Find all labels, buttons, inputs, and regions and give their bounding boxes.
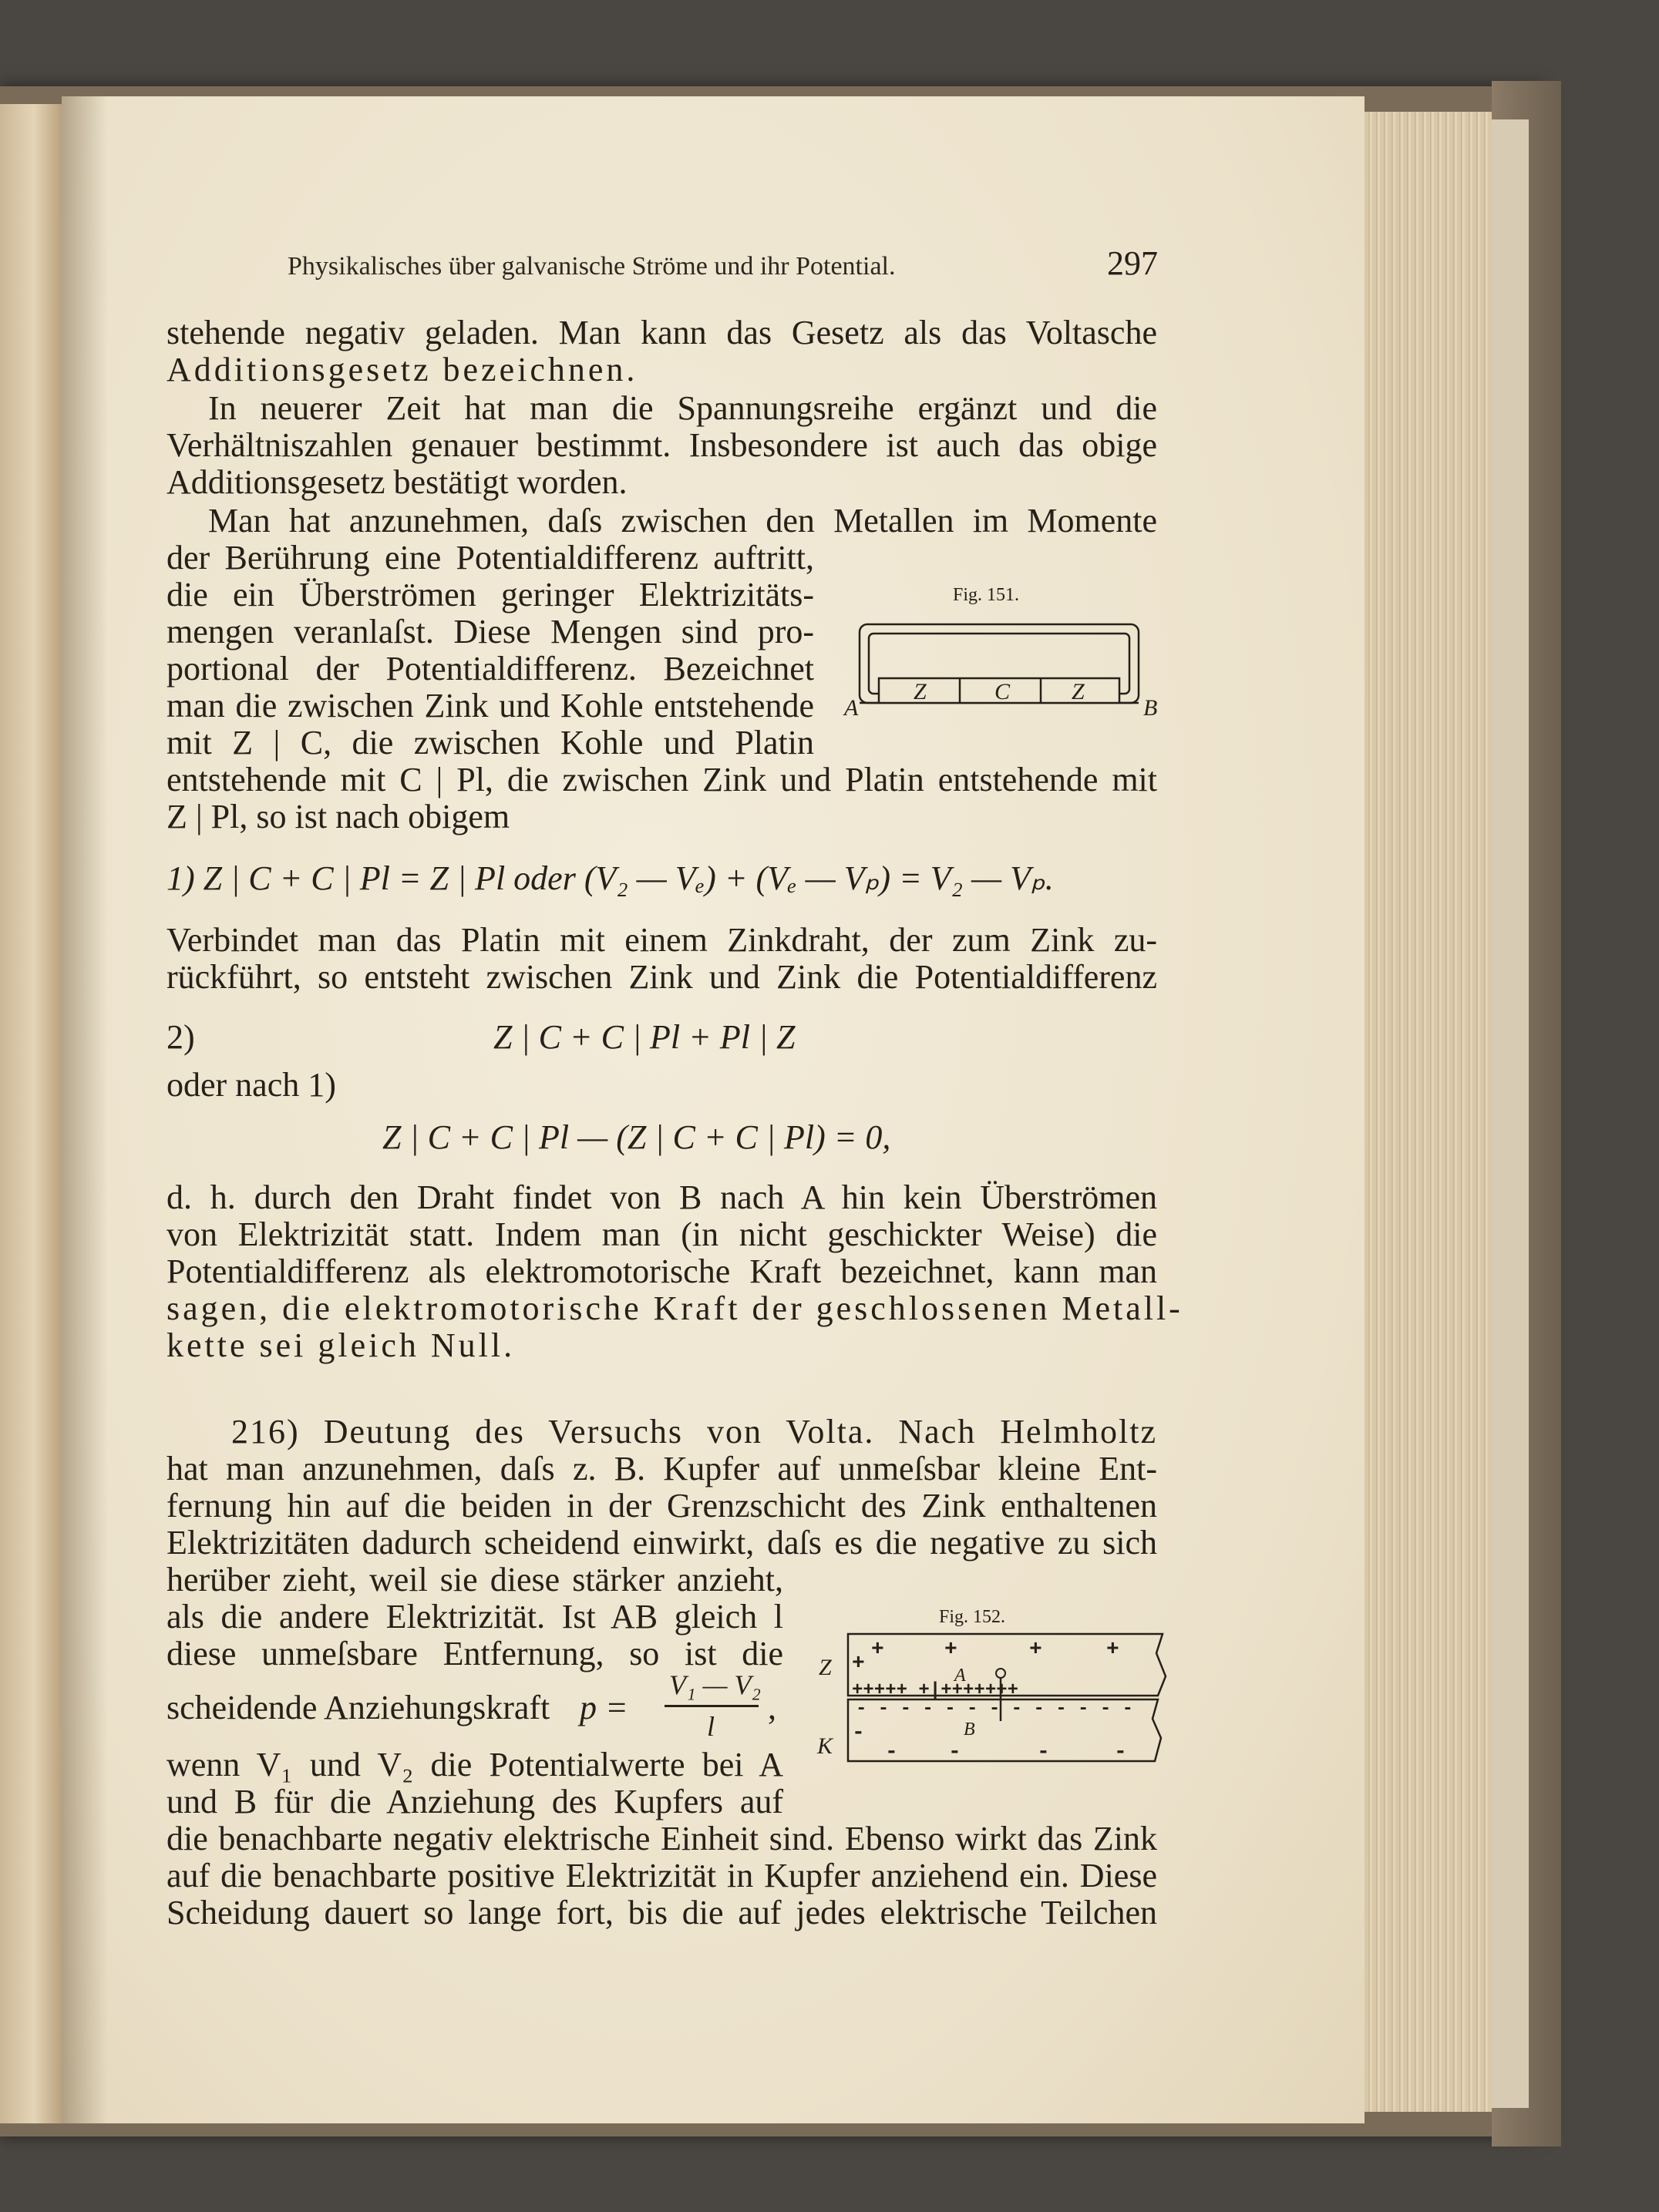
- text-line: portional der Potentialdifferenz. Bezeichnet: [167, 650, 814, 687]
- minus-sign: -: [852, 1721, 865, 1745]
- point-b-label: B: [964, 1720, 975, 1740]
- plus-sign: +: [871, 1638, 884, 1662]
- figure-152-diagram: [809, 1622, 1172, 1777]
- text-line: Verbindet man das Platin mit einem Zinkdraht, der zum Zink zu-: [167, 921, 1157, 959]
- text-line: die benachbarte negativ elektrische Einheit sind. Ebenso wirkt das Zink: [167, 1820, 1157, 1857]
- boundary-minus-charges: - - - - - - - - - - - - -: [856, 1699, 1134, 1720]
- gutter-shadow: [62, 96, 108, 2123]
- previous-page-edge: [0, 104, 62, 2123]
- text-line: Z | Pl, so ist nach obigem: [167, 798, 510, 835]
- text-line: diese unmeſsbare Entfernung, so ist die: [167, 1635, 783, 1672]
- text-line: auf die benachbarte positive Elektrizität in Kupfer anziehend ein. Diese: [167, 1857, 1157, 1894]
- plus-sign: +: [1029, 1638, 1042, 1662]
- cover-inner-strip: [1492, 119, 1529, 2108]
- zinc-label: Z: [819, 1655, 832, 1680]
- text-line: Scheidung dauert so lange fort, bis die auf jedes elektrische Teilchen: [167, 1894, 1157, 1931]
- text-line: kette sei gleich Null.: [167, 1326, 516, 1364]
- formula-lhs: p =: [580, 1689, 628, 1726]
- text-line: wenn V₁ und V₂ die Potentialwerte bei A: [167, 1746, 783, 1783]
- page-number: 297: [1107, 244, 1158, 282]
- text-line: d. h. durch den Draht findet von B nach A hin kein Überströmen: [167, 1178, 1157, 1216]
- page-stack-edge: [1365, 112, 1492, 2112]
- text-line: entstehende mit C | Pl, die zwischen Zink und Platin entstehende mit: [167, 761, 1157, 798]
- cell-label: Z: [914, 679, 927, 704]
- terminal-label: A: [844, 695, 859, 717]
- formula-comma: ,: [768, 1689, 776, 1726]
- plus-sign: +: [944, 1638, 957, 1662]
- text-line: Additionsgesetz bezeichnen.: [167, 351, 638, 388]
- minus-sign: -: [885, 1740, 898, 1764]
- cell-label: Z: [1072, 679, 1085, 704]
- text-line: scheidende Anziehungskraft: [167, 1689, 550, 1726]
- text-line: Elektrizitäten dadurch scheidend einwirkt, daſs es die negative zu sich: [167, 1524, 1157, 1562]
- text-line: stehende negativ geladen. Man kann das Gesetz als das Voltasche: [167, 314, 1157, 351]
- terminal-label: B: [1143, 695, 1158, 717]
- text-line: oder nach 1): [167, 1066, 336, 1104]
- copper-label: K: [817, 1733, 833, 1759]
- boundary-plus-charges: +++++ +|+++++++: [852, 1680, 1019, 1701]
- point-a: [996, 1669, 1005, 1678]
- text-line: sagen, die elektromotorische Kraft der geschlossenen Metall-: [167, 1289, 1183, 1327]
- text-line: herüber zieht, weil sie diese stärker anzieht,: [167, 1561, 783, 1598]
- text-line: fernung hin auf die beiden in der Grenzschicht des Zink enthaltenen: [167, 1487, 1157, 1525]
- equation-2: Z | C + C | Pl + Pl | Z: [493, 1018, 796, 1056]
- equation-2-number: 2): [167, 1018, 195, 1056]
- text-line: mengen veranlaſst. Diese Mengen sind pro-: [167, 613, 814, 650]
- text-line: Potentialdifferenz als elektromotorische Kraft bezeichnet, kann man: [167, 1252, 1157, 1290]
- formula-denominator: l: [707, 1711, 715, 1742]
- section-heading-line: 216) Deutung des Versuchs von Volta. Nach Helmholtz: [231, 1413, 1157, 1451]
- text-line: als die andere Elektrizität. Ist AB gleich l: [167, 1598, 783, 1635]
- formula-numerator: V₁ — V₂: [669, 1669, 762, 1700]
- figure-caption: Fig. 151.: [953, 585, 1020, 605]
- text-line: hat man anzunehmen, daſs z. B. Kupfer auf unmeſsbar kleine Ent-: [167, 1450, 1157, 1488]
- text-line: die ein Überströmen geringer Elektrizitäts-: [167, 576, 814, 614]
- text-line: der Berührung eine Potentialdifferenz auftritt,: [167, 539, 814, 577]
- equation-1: 1) Z | C + C | Pl = Z | Pl oder (V₂ — Vₑ) + (Vₑ — Vₚ) = V₂ — Vₚ.: [167, 859, 1054, 897]
- minus-sign: -: [948, 1740, 961, 1764]
- minus-sign: -: [1037, 1740, 1050, 1764]
- figure-caption: Fig. 152.: [939, 1607, 1006, 1627]
- fraction-bar: [665, 1705, 759, 1707]
- text-line: In neuerer Zeit hat man die Spannungsreihe ergänzt und die: [208, 389, 1157, 427]
- text-line: man die zwischen Zink und Kohle entstehende: [167, 687, 814, 724]
- text-line: Man hat anzunehmen, daſs zwischen den Metallen im Momente: [208, 502, 1157, 540]
- plus-sign: +: [1106, 1638, 1119, 1662]
- plus-sign: +: [852, 1652, 865, 1676]
- text-line: von Elektrizität statt. Indem man (in nicht geschickter Weise) die: [167, 1215, 1157, 1253]
- text-line: rückführt, so entsteht zwischen Zink und Zink die Potentialdifferenz: [167, 958, 1157, 996]
- text-line: und B für die Anziehung des Kupfers auf: [167, 1783, 783, 1820]
- running-title: Physikalisches über galvanische Ströme und ihr Potential.: [288, 252, 896, 281]
- point-a-label: A: [954, 1666, 966, 1686]
- cell-label: C: [994, 679, 1011, 704]
- equation-3: Z | C + C | Pl — (Z | C + C | Pl) = 0,: [382, 1118, 891, 1156]
- figure-151-circuit: [836, 617, 1160, 717]
- text-line: Additionsgesetz bestätigt worden.: [167, 463, 628, 501]
- minus-sign: -: [1114, 1740, 1127, 1764]
- text-line: mit Z | C, die zwischen Kohle und Platin: [167, 724, 814, 761]
- text-line: Verhältniszahlen genauer bestimmt. Insbesondere ist auch das obige: [167, 426, 1157, 464]
